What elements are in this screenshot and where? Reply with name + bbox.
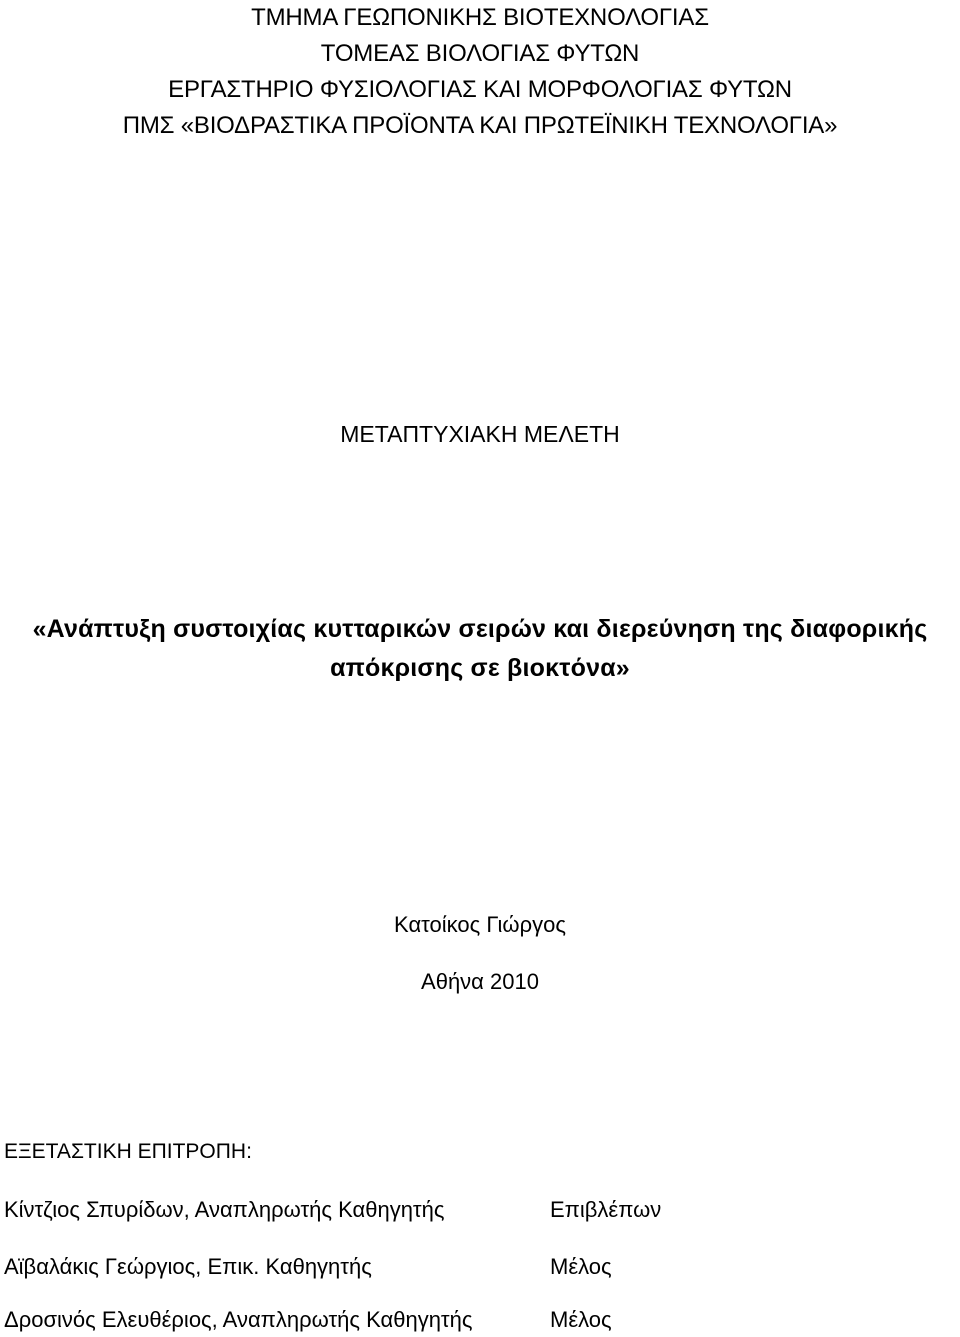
study-type-heading: ΜΕΤΑΠΤΥΧΙΑΚΗ ΜΕΛΕΤΗ	[340, 421, 620, 447]
committee-heading: ΕΞΕΤΑΣΤΙΚΗ ΕΠΙΤΡΟΠΗ:	[4, 1140, 252, 1163]
committee-member	[4, 1303, 954, 1337]
committee-member-name: Αϊβαλάκις Γεώργιος, Επικ. Καθηγητής	[4, 1254, 372, 1279]
thesis-title-line-1: «Ανάπτυξη συστοιχίας κυτταρικών σειρών και διερεύνηση της διαφορικής	[32, 615, 928, 643]
department-name: ΤΜΗΜΑ ΓΕΩΠΟΝΙΚΗΣ ΒΙΟΤΕΧΝΟΛΟΓΙΑΣ	[251, 4, 709, 31]
author-name: Κατοίκος Γιώργος	[394, 912, 566, 937]
laboratory-name: ΕΡΓΑΣΤΗΡΙΟ ΦΥΣΙΟΛΟΓΙΑΣ ΚΑΙ ΜΟΡΦΟΛΟΓΙΑΣ ΦΥΤΩΝ	[168, 76, 792, 103]
committee-member-role: Επιβλέπων	[550, 1197, 662, 1222]
committee-member	[4, 1250, 954, 1284]
committee-member-name: Δροσινός Ελευθέριος, Αναπληρωτής Καθηγητής	[4, 1307, 473, 1332]
institution-header	[0, 0, 960, 144]
thesis-title	[0, 610, 960, 688]
committee-member	[4, 1193, 954, 1227]
thesis-title-line-2: απόκρισης σε βιοκτόνα»	[330, 654, 630, 682]
committee-member-role: Μέλος	[550, 1254, 612, 1279]
committee-member-role: Μέλος	[550, 1307, 612, 1332]
program-name: ΠΜΣ «ΒΙΟΔΡΑΣΤΙΚΑ ΠΡΟΪΟΝΤΑ ΚΑΙ ΠΡΩΤΕΪΝΙΚΗ ΤΕΧΝΟΛΟΓΙΑ»	[122, 112, 838, 139]
place-and-date: Αθήνα 2010	[421, 969, 539, 994]
sector-name: ΤΟΜΕΑΣ ΒΙΟΛΟΓΙΑΣ ΦΥΤΩΝ	[320, 40, 640, 67]
committee-member-name: Κίντζιος Σπυρίδων, Αναπληρωτής Καθηγητής	[4, 1197, 445, 1222]
